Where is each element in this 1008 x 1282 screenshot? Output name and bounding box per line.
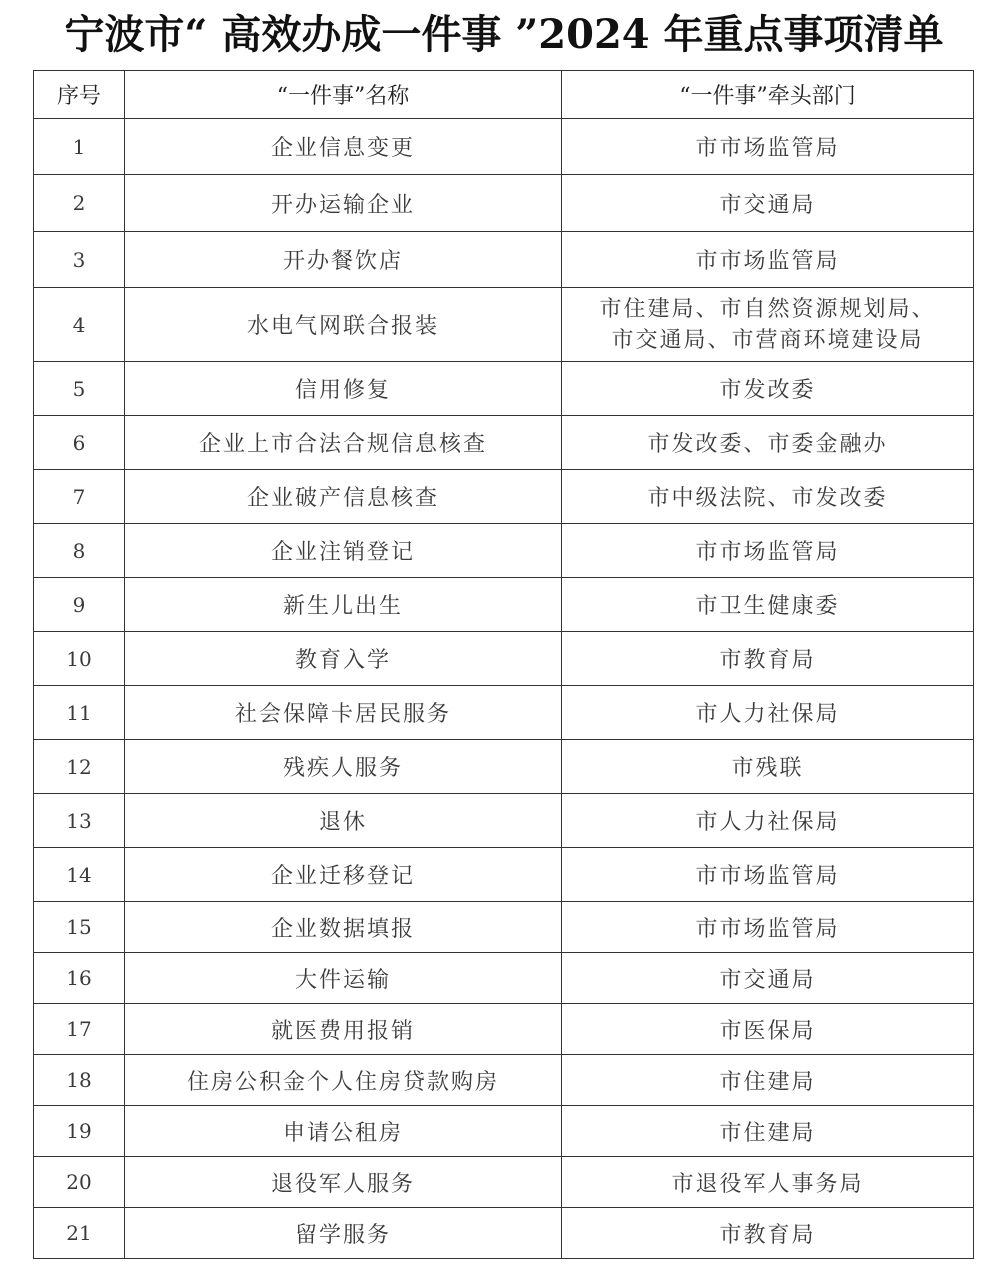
lead-department-cell: 市发改委 bbox=[562, 362, 974, 416]
item-name-cell: 新生儿出生 bbox=[125, 578, 562, 632]
item-name-cell: 开办运输企业 bbox=[125, 175, 562, 232]
serial-number-cell: 1 bbox=[34, 119, 125, 175]
item-name-cell: 企业迁移登记 bbox=[125, 848, 562, 902]
serial-number-cell: 18 bbox=[34, 1055, 125, 1106]
serial-number-cell: 9 bbox=[34, 578, 125, 632]
table-row bbox=[34, 232, 974, 288]
table-row bbox=[34, 578, 974, 632]
lead-department-cell: 市住建局 bbox=[562, 1055, 974, 1106]
lead-department-cell: 市交通局 bbox=[562, 953, 974, 1004]
lead-department-cell: 市市场监管局 bbox=[562, 119, 974, 175]
lead-department-cell: 市人力社保局 bbox=[562, 686, 974, 740]
table-row bbox=[34, 953, 974, 1004]
lead-department-cell: 市市场监管局 bbox=[562, 232, 974, 288]
item-name-cell: 住房公积金个人住房贷款购房 bbox=[125, 1055, 562, 1106]
serial-number-cell: 16 bbox=[34, 953, 125, 1004]
lead-department-cell: 市残联 bbox=[562, 740, 974, 794]
table-row bbox=[34, 119, 974, 175]
lead-department-cell: 市人力社保局 bbox=[562, 794, 974, 848]
lead-department-cell: 市交通局 bbox=[562, 175, 974, 232]
item-name-cell: 信用修复 bbox=[125, 362, 562, 416]
header-lead-department: “一件事”牵头部门 bbox=[562, 71, 974, 119]
serial-number-cell: 12 bbox=[34, 740, 125, 794]
serial-number-cell: 2 bbox=[34, 175, 125, 232]
serial-number-cell: 14 bbox=[34, 848, 125, 902]
table-row bbox=[34, 362, 974, 416]
header-serial-number: 序号 bbox=[34, 71, 125, 119]
table-row bbox=[34, 740, 974, 794]
serial-number-cell: 21 bbox=[34, 1208, 125, 1259]
lead-department-cell: 市卫生健康委 bbox=[562, 578, 974, 632]
lead-department-cell: 市教育局 bbox=[562, 1208, 974, 1259]
table-row bbox=[34, 794, 974, 848]
table-row bbox=[34, 632, 974, 686]
lead-department-line: 市住建局、市自然资源规划局、 bbox=[599, 296, 936, 322]
item-name-cell: 退休 bbox=[125, 794, 562, 848]
lead-department-cell: 市市场监管局 bbox=[562, 848, 974, 902]
table-row bbox=[34, 1055, 974, 1106]
table-row bbox=[34, 175, 974, 232]
item-name-cell: 退役军人服务 bbox=[125, 1157, 562, 1208]
item-name-cell: 残疾人服务 bbox=[125, 740, 562, 794]
table-row bbox=[34, 1157, 974, 1208]
table-row bbox=[34, 848, 974, 902]
item-name-cell: 水电气网联合报装 bbox=[125, 288, 562, 362]
serial-number-cell: 15 bbox=[34, 902, 125, 953]
lead-department-cell: 市教育局 bbox=[562, 632, 974, 686]
page-title: 宁波市“ 高效办成一件事 ”2024 年重点事项清单 bbox=[64, 11, 944, 58]
lead-department-cell: 市发改委、市委金融办 bbox=[562, 416, 974, 470]
item-name-cell: 企业数据填报 bbox=[125, 902, 562, 953]
item-name-cell: 企业破产信息核查 bbox=[125, 470, 562, 524]
lead-department-line: 市交通局、市营商环境建设局 bbox=[611, 327, 924, 353]
lead-department-cell: 市退役军人事务局 bbox=[562, 1157, 974, 1208]
serial-number-cell: 7 bbox=[34, 470, 125, 524]
table-row bbox=[34, 686, 974, 740]
item-name-cell: 开办餐饮店 bbox=[125, 232, 562, 288]
table-row bbox=[34, 288, 974, 362]
item-name-cell: 就医费用报销 bbox=[125, 1004, 562, 1055]
item-name-cell: 社会保障卡居民服务 bbox=[125, 686, 562, 740]
item-name-cell: 企业信息变更 bbox=[125, 119, 562, 175]
key-items-table bbox=[33, 70, 974, 1259]
table-row bbox=[34, 524, 974, 578]
item-name-cell: 申请公租房 bbox=[125, 1106, 562, 1157]
lead-department-cell: 市市场监管局 bbox=[562, 524, 974, 578]
serial-number-cell: 19 bbox=[34, 1106, 125, 1157]
lead-department-cell: 市市场监管局 bbox=[562, 902, 974, 953]
item-name-cell: 留学服务 bbox=[125, 1208, 562, 1259]
header-item-name: “一件事”名称 bbox=[125, 71, 562, 119]
serial-number-cell: 5 bbox=[34, 362, 125, 416]
item-name-cell: 大件运输 bbox=[125, 953, 562, 1004]
lead-department-cell: 市住建局 bbox=[562, 1106, 974, 1157]
serial-number-cell: 10 bbox=[34, 632, 125, 686]
item-name-cell: 教育入学 bbox=[125, 632, 562, 686]
serial-number-cell: 6 bbox=[34, 416, 125, 470]
serial-number-cell: 4 bbox=[34, 288, 125, 362]
item-name-cell: 企业上市合法合规信息核查 bbox=[125, 416, 562, 470]
table-header-row bbox=[34, 71, 974, 119]
table-row bbox=[34, 1004, 974, 1055]
serial-number-cell: 11 bbox=[34, 686, 125, 740]
lead-department-cell: 市中级法院、市发改委 bbox=[562, 470, 974, 524]
serial-number-cell: 3 bbox=[34, 232, 125, 288]
table-row bbox=[34, 902, 974, 953]
table-row bbox=[34, 416, 974, 470]
table-row bbox=[34, 1208, 974, 1259]
table-row bbox=[34, 470, 974, 524]
serial-number-cell: 17 bbox=[34, 1004, 125, 1055]
item-name-cell: 企业注销登记 bbox=[125, 524, 562, 578]
serial-number-cell: 13 bbox=[34, 794, 125, 848]
lead-department-cell bbox=[562, 288, 974, 362]
lead-department-cell: 市医保局 bbox=[562, 1004, 974, 1055]
table-row bbox=[34, 1106, 974, 1157]
serial-number-cell: 8 bbox=[34, 524, 125, 578]
serial-number-cell: 20 bbox=[34, 1157, 125, 1208]
